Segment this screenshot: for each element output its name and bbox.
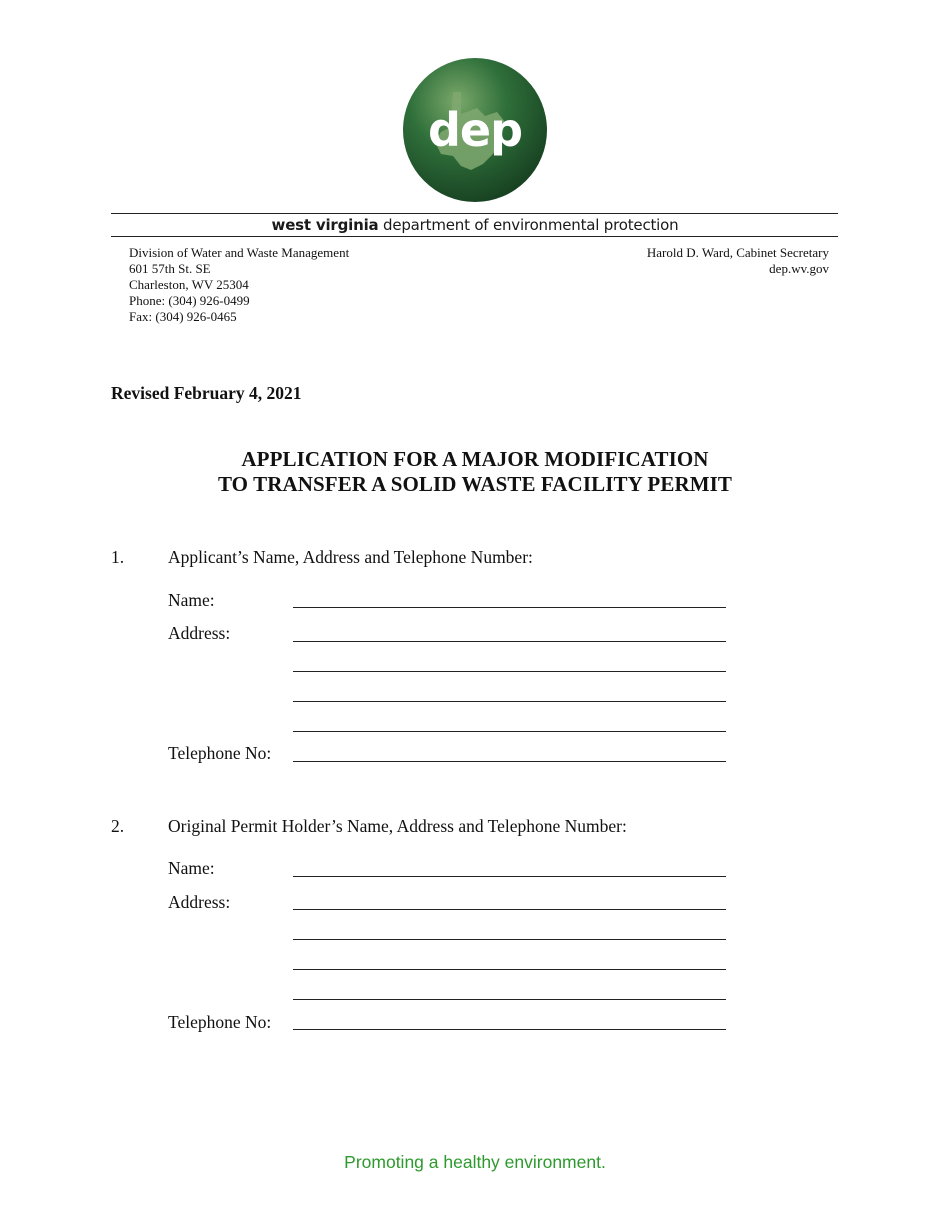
city-state-zip: Charleston, WV 25304 xyxy=(129,277,249,292)
agency-name-state: west virginia xyxy=(271,216,379,234)
agency-name xyxy=(0,216,950,234)
original-holder-telephone-field[interactable] xyxy=(293,1029,726,1030)
street-address: 601 57th St. SE xyxy=(129,261,211,276)
section-1-heading: Applicant’s Name, Address and Telephone Number: xyxy=(168,547,533,567)
original-holder-name-field[interactable] xyxy=(293,876,726,877)
division-name: Division of Water and Waste Management xyxy=(129,245,350,260)
form-title-line-1: APPLICATION FOR A MAJOR MODIFICATION xyxy=(241,447,709,471)
applicant-address-line-3[interactable] xyxy=(293,701,726,702)
cabinet-secretary: Harold D. Ward, Cabinet Secretary xyxy=(646,245,829,260)
applicant-name-label: Name: xyxy=(168,590,215,610)
applicant-address-line-4[interactable] xyxy=(293,731,726,732)
applicant-address-label: Address: xyxy=(168,623,231,643)
original-holder-address-line-3[interactable] xyxy=(293,969,726,970)
phone-number: Phone: (304) 926-0499 xyxy=(129,293,250,308)
form-title-line-2: TO TRANSFER A SOLID WASTE FACILITY PERMIT xyxy=(217,472,733,496)
section-2-heading: Original Permit Holder’s Name, Address and Telephone Number: xyxy=(168,816,627,836)
original-holder-address-label: Address: xyxy=(168,892,231,912)
contact-right xyxy=(647,245,829,277)
original-holder-address-line-1[interactable] xyxy=(293,909,726,910)
fax-number: Fax: (304) 926-0465 xyxy=(129,309,237,324)
original-holder-address-line-2[interactable] xyxy=(293,939,726,940)
form-title xyxy=(0,447,950,497)
applicant-telephone-label: Telephone No: xyxy=(168,743,272,763)
header-rule-top xyxy=(111,213,838,214)
applicant-telephone-field[interactable] xyxy=(293,761,726,762)
footer-slogan: Promoting a healthy environment. xyxy=(344,1152,606,1172)
header-rule-bottom xyxy=(111,236,838,237)
applicant-name-field[interactable] xyxy=(293,607,726,608)
contact-left xyxy=(129,245,349,325)
applicant-address-line-1[interactable] xyxy=(293,641,726,642)
agency-name-dept: department of environmental protection xyxy=(383,216,679,234)
section-1-number: 1. xyxy=(111,547,125,567)
logo-wordmark: dep xyxy=(427,103,523,157)
section-2-number: 2. xyxy=(111,816,125,836)
applicant-address-line-2[interactable] xyxy=(293,671,726,672)
revised-date: Revised February 4, 2021 xyxy=(111,383,302,403)
original-holder-telephone-label: Telephone No: xyxy=(168,1012,272,1032)
original-holder-name-label: Name: xyxy=(168,858,215,878)
original-holder-address-line-4[interactable] xyxy=(293,999,726,1000)
dep-logo xyxy=(401,56,549,204)
website-link[interactable]: dep.wv.gov xyxy=(769,261,829,276)
